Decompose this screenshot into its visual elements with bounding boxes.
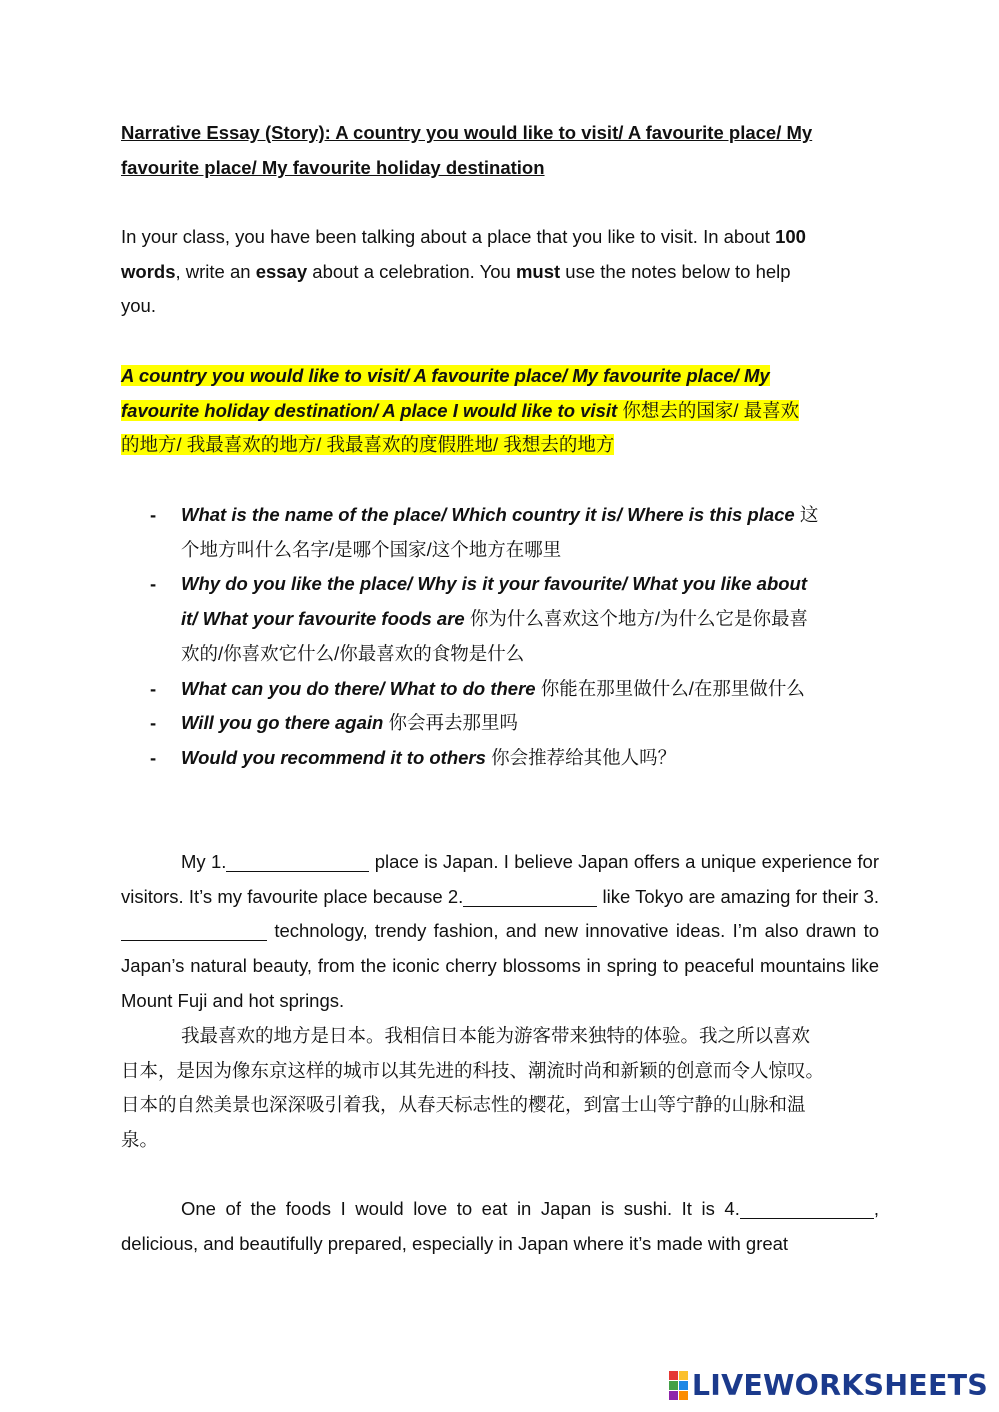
liveworksheets-watermark [669,1370,988,1400]
question-en: it/ What your favourite foods are [181,608,465,630]
paragraph-zh-line: 日本，是因为像东京这样的城市以其先进的科技、潮流时尚和新颖的创意而令人惊叹。 [121,1059,825,1081]
paragraph-text: One of the foods I would love to eat in Japan is sushi. It is 4. [181,1198,740,1219]
bullet-dash: - [150,573,157,595]
question-zh: 个地方叫什么名字/是哪个国家/这个地方在哪里 [181,538,562,560]
question-en: What is the name of the place/ Which country it is/ Where is this place [181,504,795,525]
intro-words-label: words [121,260,176,282]
question-item [150,672,875,707]
question-zh: 你会推荐给其他人吗？ [491,746,677,768]
paragraph-text: technology, trendy fashion, and new innovative ideas. I’m also drawn to Japan’s natural beauty, from the iconic cherry blossoms in spring to peaceful mountains like Mount Fuji and hot springs. [121,920,879,1011]
intro-word-count: 100 [775,226,806,247]
logo-cell [669,1371,678,1380]
instructions [121,220,879,324]
question-item [150,706,875,741]
blank-2[interactable] [463,886,597,907]
logo-cell [679,1391,688,1400]
essay-paragraph-2-zh [121,1019,879,1158]
paragraph-text: , delicious, and beautifully prepared, especially in Japan where it’s made with great [121,1198,879,1254]
topic-highlight [121,359,879,463]
intro-text: , write an [175,260,256,282]
question-zh: 你会再去那里吗 [388,712,518,734]
topic-line-1: A country you would like to visit/ A favourite place/ My favourite place/ My [121,365,770,386]
question-en: Will you go there again [181,712,384,734]
essay-paragraph-3 [121,1192,879,1261]
title-line-1: Narrative Essay (Story): A country you would like to visit/ A favourite place/ My [121,122,813,143]
intro-text: use the notes below to help [560,260,791,282]
liveworksheets-logo-icon [669,1371,688,1400]
topic-line-2-zh: 你想去的国家/ 最喜欢 [622,399,800,421]
intro-text: about a celebration. You [307,260,516,282]
blank-4[interactable] [740,1198,874,1219]
question-zh: 这 [799,504,819,525]
logo-cell [679,1381,688,1390]
question-zh: 欢的/你喜欢它什么/你最喜欢的食物是什么 [181,642,525,664]
paragraph-text: place is Japan. I believe Japan offers a unique experience for visitors. It’s my favourite place because 2. [121,851,879,907]
paragraph-text: My 1. [181,851,227,872]
bullet-dash: - [150,504,157,525]
question-en: Why do you like the place/ Why is it your favourite/ What you like about [181,573,808,595]
paragraph-text: like Tokyo are amazing for their 3. [597,885,880,907]
topic-line-3-zh: 的地方/ 我最喜欢的地方/ 我最喜欢的度假胜地/ 我想去的地方 [121,434,615,456]
paragraph-zh-line: 我最喜欢的地方是日本。我相信日本能为游客带来独特的体验。我之所以喜欢 [181,1025,811,1046]
question-zh: 你能在那里做什么/在那里做什么 [540,677,805,699]
question-en: What can you do there/ What to do there [181,677,536,699]
watermark-text: LIVEWORKSHEETS [691,1368,988,1402]
blank-1[interactable] [226,851,369,872]
question-en: Would you recommend it to others [181,746,486,768]
paragraph-zh-line: 泉。 [121,1129,159,1151]
question-item [150,741,875,776]
logo-cell [669,1391,678,1400]
logo-cell [679,1371,688,1380]
bullet-dash: - [150,746,157,768]
question-item [150,498,875,567]
paragraph-zh-line: 日本的自然美景也深深吸引着我，从春天标志性的樱花，到富士山等宁静的山脉和温 [121,1094,806,1116]
intro-text: you. [121,295,156,317]
essay-paragraph-1 [121,845,879,1019]
intro-text: In your class, you have been talking about a place that you like to visit. In about [121,226,776,247]
bullet-dash: - [150,712,157,734]
question-zh: 你为什么喜欢这个地方/为什么它是你最喜 [469,608,808,630]
bullet-dash: - [150,677,157,699]
title-line-2: favourite place/ My favourite holiday destination [121,156,545,178]
question-item [150,567,875,671]
topic-line-2-en: favourite holiday destination/ A place I would like to visit [121,399,618,421]
guide-questions [150,498,875,776]
intro-must-label: must [515,260,561,282]
logo-cell [669,1381,678,1390]
blank-3[interactable] [121,920,267,941]
intro-essay-label: essay [255,260,308,282]
page-title [121,116,879,185]
